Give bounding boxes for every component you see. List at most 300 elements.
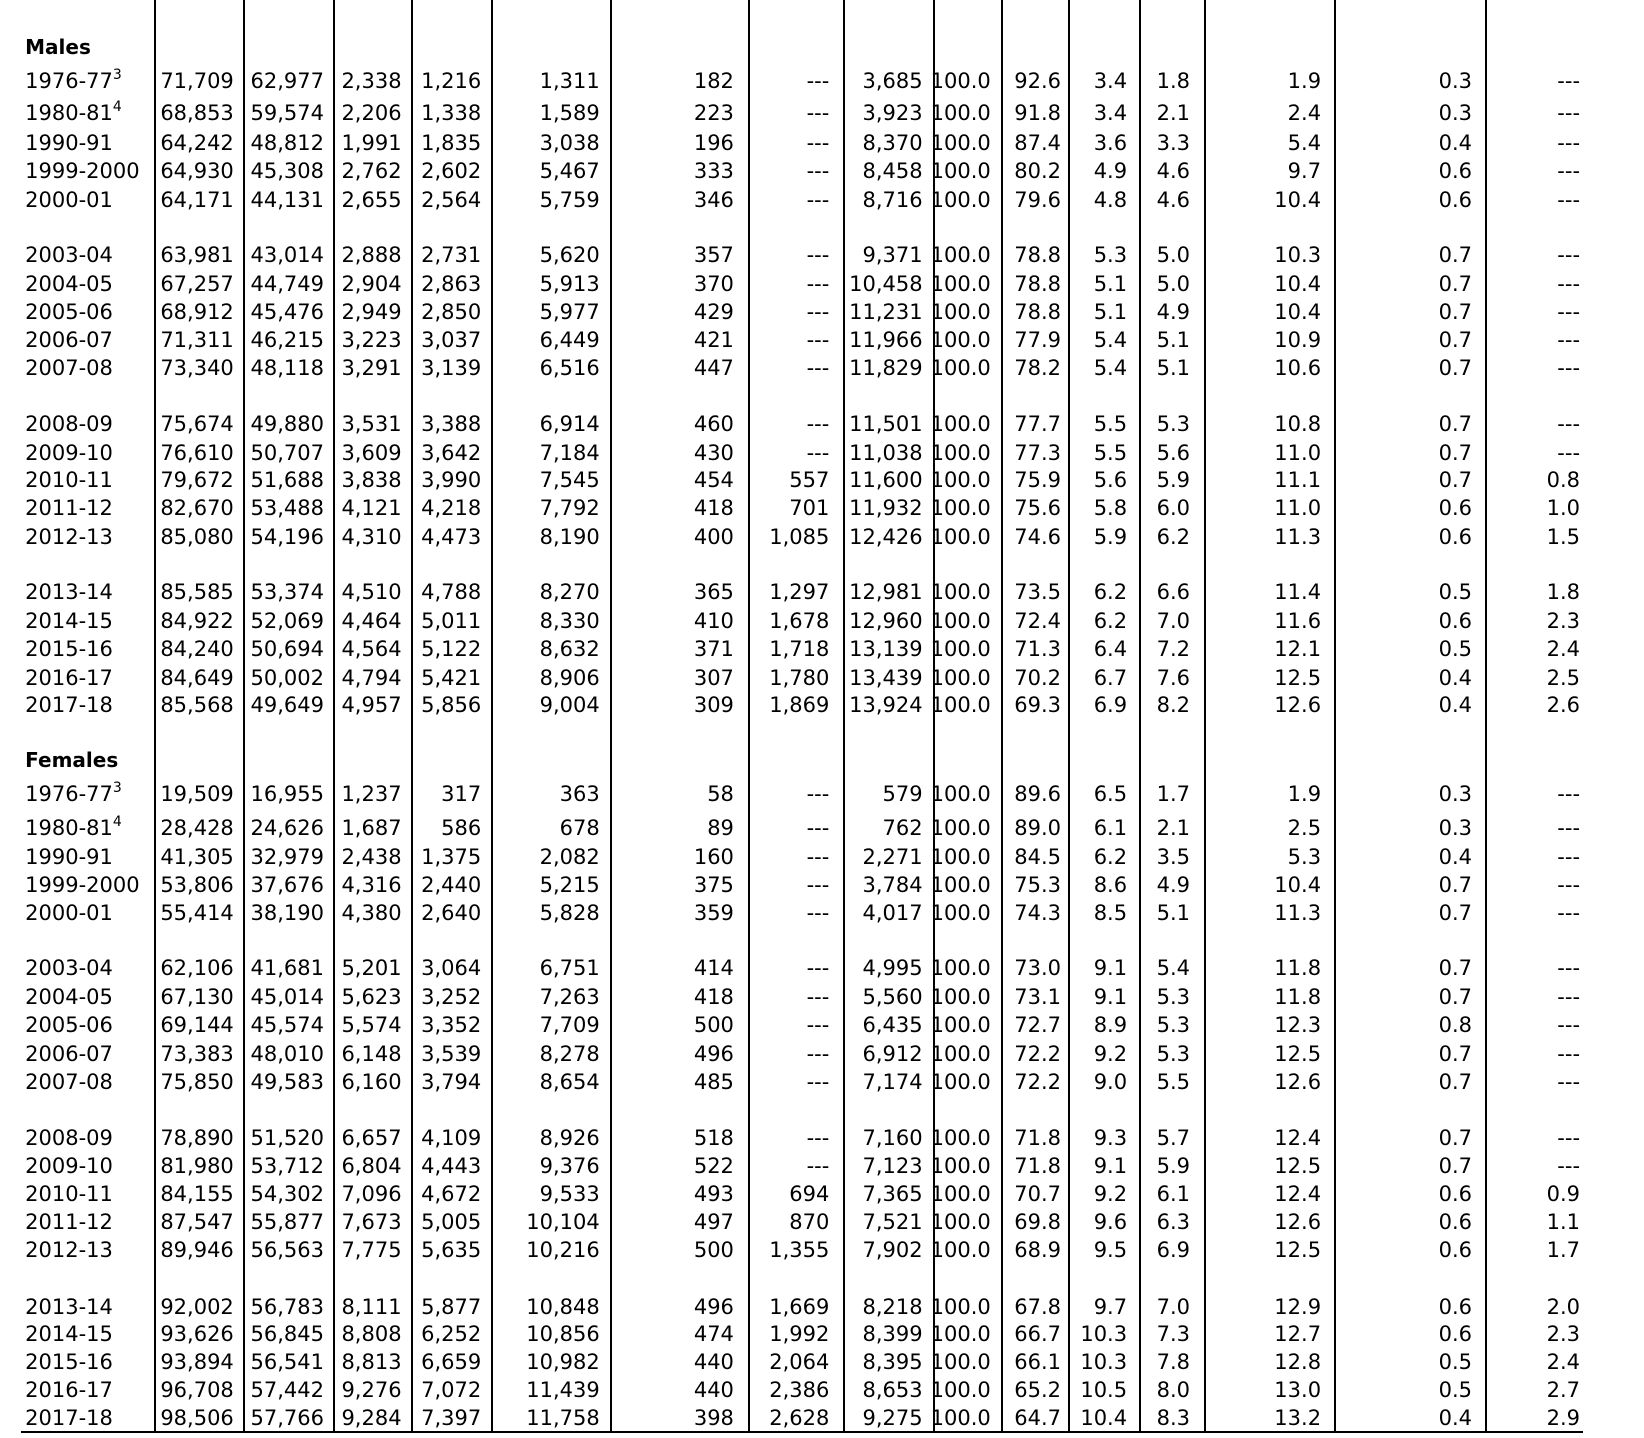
table-cell: --- <box>806 1125 830 1150</box>
table-cell: 100.0 <box>930 412 991 437</box>
table-cell: 701 <box>789 496 830 521</box>
table-cell: 11.4 <box>1274 580 1322 605</box>
table-cell: 2,762 <box>341 159 402 184</box>
table-cell: 6.9 <box>1156 1237 1190 1262</box>
year-text: 2006-07 <box>25 1041 113 1066</box>
table-cell: 0.7 <box>1438 1153 1473 1178</box>
table-cell: 100.0 <box>930 130 991 155</box>
table-cell: --- <box>1557 159 1581 184</box>
table-cell: 5,759 <box>539 187 600 212</box>
table-cell: 2,438 <box>341 845 402 870</box>
year-text: 2008-09 <box>25 1125 113 1150</box>
table-cell: 7,775 <box>341 1237 402 1262</box>
table-cell: --- <box>806 328 830 353</box>
table-cell: 586 <box>441 815 482 840</box>
table-cell: --- <box>806 159 830 184</box>
table-cell: 11,932 <box>849 496 923 521</box>
table-cell: 71,709 <box>160 68 234 93</box>
table-cell: 85,585 <box>160 580 234 605</box>
table-cell: 5.1 <box>1156 355 1190 380</box>
table-cell: 2.5 <box>1546 665 1581 690</box>
table-cell: 8,111 <box>341 1294 402 1319</box>
year-text: 2006-07 <box>25 328 113 353</box>
table-cell: 12.5 <box>1274 1237 1322 1262</box>
table-cell: 8,654 <box>539 1069 600 1094</box>
table-cell: 4,443 <box>421 1153 482 1178</box>
table-cell: 71,311 <box>160 328 234 353</box>
table-cell: 1.1 <box>1546 1209 1581 1234</box>
footnote-marker: 3 <box>112 780 122 797</box>
table-cell: 0.7 <box>1438 468 1473 493</box>
table-cell: 68.9 <box>1014 1237 1062 1262</box>
table-cell: 73,340 <box>160 355 234 380</box>
table-cell: 56,541 <box>250 1350 324 1375</box>
table-cell: 7.2 <box>1156 637 1190 662</box>
table-cell: 4,109 <box>421 1125 482 1150</box>
table-cell: 100.0 <box>930 956 991 981</box>
table-cell: 447 <box>693 355 734 380</box>
table-cell: 11.3 <box>1274 900 1322 925</box>
table-cell: 53,488 <box>250 496 324 521</box>
table-cell: 5.3 <box>1156 412 1190 437</box>
table-cell: 11.0 <box>1274 440 1322 465</box>
table-cell: 75.6 <box>1014 496 1062 521</box>
table-cell: 100.0 <box>930 101 991 126</box>
table-cell: 100.0 <box>930 1153 991 1178</box>
table-cell: 45,014 <box>250 984 324 1009</box>
table-cell: 429 <box>693 299 734 324</box>
table-cell: 84,649 <box>160 665 234 690</box>
table-cell: 421 <box>693 328 734 353</box>
table-cell: --- <box>1557 299 1581 324</box>
table-cell: 0.3 <box>1438 815 1473 840</box>
table-cell: 2,064 <box>769 1350 830 1375</box>
table-cell: 6,435 <box>862 1013 923 1038</box>
table-cell: 89.0 <box>1014 815 1062 840</box>
table-cell: 44,749 <box>250 271 324 296</box>
table-cell: 0.6 <box>1438 159 1473 184</box>
table-cell: 55,414 <box>160 900 234 925</box>
table-cell: 10.3 <box>1080 1322 1128 1346</box>
table-cell: --- <box>806 1069 830 1094</box>
table-cell: 1,678 <box>769 608 830 633</box>
table-cell: 12.7 <box>1274 1322 1322 1346</box>
table-cell: 11,966 <box>849 328 923 353</box>
table-cell: 6.6 <box>1156 580 1190 605</box>
table-cell: 64,930 <box>160 159 234 184</box>
table-cell: 2,888 <box>341 243 402 268</box>
table-cell: 12,426 <box>849 524 923 549</box>
table-cell: 10.4 <box>1274 187 1322 212</box>
table-cell: 0.7 <box>1438 328 1473 353</box>
table-cell: 365 <box>693 580 734 605</box>
table-cell: 6.3 <box>1156 1209 1190 1234</box>
year-text: 2015-16 <box>25 1350 113 1375</box>
table-cell: 0.5 <box>1438 1377 1473 1402</box>
table-cell: 0.5 <box>1438 637 1473 662</box>
table-cell: 45,476 <box>250 299 324 324</box>
year-text: 2013-14 <box>25 1294 113 1319</box>
table-cell: 100.0 <box>930 1237 991 1262</box>
table-cell: 8.6 <box>1093 873 1128 898</box>
table-cell: 11.6 <box>1274 608 1322 633</box>
table-cell: 5,635 <box>421 1237 482 1262</box>
table-cell: 100.0 <box>930 637 991 662</box>
table-cell: 5,560 <box>862 984 923 1009</box>
table-cell: 9.2 <box>1093 1182 1128 1207</box>
table-cell: 7,792 <box>539 496 600 521</box>
table-cell: 8,632 <box>539 637 600 662</box>
table-cell: 67.8 <box>1014 1294 1062 1319</box>
table-cell: 84,240 <box>160 637 234 662</box>
table-cell: 5,977 <box>539 299 600 324</box>
table-cell: 9.3 <box>1093 1125 1128 1150</box>
table-cell: 1.8 <box>1546 580 1581 605</box>
table-cell: --- <box>1557 956 1581 981</box>
table-cell: 4.6 <box>1156 187 1190 212</box>
table-cell: 70.7 <box>1014 1182 1062 1207</box>
table-cell: 56,783 <box>250 1294 324 1319</box>
table-cell: 4,995 <box>862 956 923 981</box>
table-cell: 62,977 <box>250 68 324 93</box>
table-cell: 100.0 <box>930 1377 991 1402</box>
table-cell: 579 <box>882 782 923 807</box>
table-cell: 5.4 <box>1093 355 1128 380</box>
footnote-marker: 4 <box>112 99 122 116</box>
table-cell: 75.3 <box>1014 873 1062 898</box>
table-cell: 2,440 <box>421 873 482 898</box>
table-cell: --- <box>806 900 830 925</box>
table-cell: 89,946 <box>160 1237 234 1262</box>
table-cell: 12,981 <box>849 580 923 605</box>
year-text: 2015-16 <box>25 637 113 662</box>
table-cell: 7,521 <box>862 1209 923 1234</box>
table-cell: 50,002 <box>250 665 324 690</box>
table-cell: 7,123 <box>862 1153 923 1178</box>
table-cell: 0.9 <box>1546 1182 1581 1207</box>
year-text: 2012-13 <box>25 1237 113 1262</box>
table-cell: 5.3 <box>1156 1013 1190 1038</box>
table-cell: 7,902 <box>862 1237 923 1262</box>
table-cell: 357 <box>693 243 734 268</box>
table-cell: 7,397 <box>421 1406 482 1431</box>
table-cell: 4,310 <box>341 524 402 549</box>
table-cell: 100.0 <box>930 1322 991 1346</box>
table-cell: --- <box>1557 328 1581 353</box>
table-cell: 0.7 <box>1438 440 1473 465</box>
table-cell: 0.6 <box>1438 496 1473 521</box>
table-cell: 48,010 <box>250 1041 324 1066</box>
table-cell: 363 <box>559 782 600 807</box>
table-cell: 0.6 <box>1438 1322 1473 1346</box>
table-cell: 12.5 <box>1274 1041 1322 1066</box>
table-cell: 58 <box>707 782 734 807</box>
year-text: 2009-10 <box>25 440 113 465</box>
table-cell: 8,653 <box>862 1377 923 1402</box>
table-cell: 0.4 <box>1438 665 1473 690</box>
table-cell: 0.4 <box>1438 1406 1473 1431</box>
table-cell: 54,196 <box>250 524 324 549</box>
table-cell: 10.9 <box>1274 328 1322 353</box>
table-cell: 49,880 <box>250 412 324 437</box>
table-cell: 13.2 <box>1274 1406 1322 1431</box>
table-cell: 100.0 <box>930 1406 991 1431</box>
table-cell: 7,709 <box>539 1013 600 1038</box>
table-cell: 9.1 <box>1093 984 1128 1009</box>
table-cell: 6,751 <box>539 956 600 981</box>
table-cell: 196 <box>693 130 734 155</box>
table-cell: 7.8 <box>1156 1350 1190 1375</box>
table-cell: 4,672 <box>421 1182 482 1207</box>
table-cell: 48,812 <box>250 130 324 155</box>
table-cell: 11,829 <box>849 355 923 380</box>
table-cell: 49,583 <box>250 1069 324 1094</box>
table-cell: 8,395 <box>862 1350 923 1375</box>
table-cell: 2.0 <box>1546 1294 1581 1319</box>
year-text: 2005-06 <box>25 1013 113 1038</box>
table-cell: --- <box>1557 900 1581 925</box>
table-cell: 69.3 <box>1014 692 1062 717</box>
table-cell: 5,828 <box>539 900 600 925</box>
table-cell: 2.5 <box>1287 815 1322 840</box>
table-cell: 3.4 <box>1093 68 1128 93</box>
table-cell: 3,784 <box>862 873 923 898</box>
table-cell: 93,626 <box>160 1322 234 1346</box>
table-cell: 3,139 <box>421 355 482 380</box>
table-cell: 5.5 <box>1156 1069 1190 1094</box>
table-cell: 3,609 <box>341 440 402 465</box>
section-heading: Females <box>25 748 119 773</box>
table-cell: 1.9 <box>1287 68 1322 93</box>
table-cell: 11,038 <box>849 440 923 465</box>
table-cell: --- <box>806 355 830 380</box>
table-cell: 10.8 <box>1274 412 1322 437</box>
table-cell: 418 <box>693 496 734 521</box>
table-cell: 1.5 <box>1546 524 1581 549</box>
table-cell: 500 <box>693 1237 734 1262</box>
table-cell: --- <box>1557 845 1581 870</box>
table-cell: 9,275 <box>862 1406 923 1431</box>
table-cell: 53,806 <box>160 873 234 898</box>
table-cell: 73,383 <box>160 1041 234 1066</box>
table-cell: 100.0 <box>930 845 991 870</box>
table-cell: 7.0 <box>1156 608 1190 633</box>
table-cell: 6,912 <box>862 1041 923 1066</box>
year-text: 2012-13 <box>25 524 113 549</box>
table-cell: 12.4 <box>1274 1125 1322 1150</box>
table-cell: 5,913 <box>539 271 600 296</box>
table-cell: 79.6 <box>1014 187 1062 212</box>
table-cell: 5.3 <box>1287 845 1322 870</box>
table-cell: 5.5 <box>1093 440 1128 465</box>
table-cell: 100.0 <box>930 782 991 807</box>
table-cell: 0.4 <box>1438 845 1473 870</box>
table-cell: --- <box>806 873 830 898</box>
table-cell: 6,657 <box>341 1125 402 1150</box>
table-cell: 1,991 <box>341 130 402 155</box>
table-cell: --- <box>1557 101 1581 126</box>
table-cell: 414 <box>693 956 734 981</box>
table-cell: 92,002 <box>160 1294 234 1319</box>
table-cell: 12,960 <box>849 608 923 633</box>
table-cell: 100.0 <box>930 68 991 93</box>
table-cell: 5,574 <box>341 1013 402 1038</box>
table-cell: --- <box>1557 355 1581 380</box>
table-cell: 3.4 <box>1093 101 1128 126</box>
table-cell: 0.7 <box>1438 984 1473 1009</box>
year-text: 1990-91 <box>25 845 113 870</box>
table-cell: 5.4 <box>1156 956 1190 981</box>
table-cell: 11,439 <box>526 1377 600 1402</box>
year-text: 2008-09 <box>25 412 113 437</box>
table-cell: 485 <box>693 1069 734 1094</box>
table-cell: 0.8 <box>1546 468 1581 493</box>
table-cell: 474 <box>693 1322 734 1346</box>
year-text: 2011-12 <box>25 496 113 521</box>
table-cell: 87.4 <box>1014 130 1062 155</box>
table-cell: 307 <box>693 665 734 690</box>
table-cell: 0.6 <box>1438 1294 1473 1319</box>
table-cell: --- <box>1557 412 1581 437</box>
table-cell: 6,148 <box>341 1041 402 1066</box>
table-cell: 2.3 <box>1546 608 1581 633</box>
table-cell: 2,949 <box>341 299 402 324</box>
table-cell: 72.4 <box>1014 608 1062 633</box>
table-cell: 5.8 <box>1093 496 1128 521</box>
table-cell: 5.5 <box>1093 412 1128 437</box>
table-cell: 100.0 <box>930 1350 991 1375</box>
table-cell: 9,533 <box>539 1182 600 1207</box>
table-cell: 430 <box>693 440 734 465</box>
table-cell: 5,122 <box>421 637 482 662</box>
table-cell: 52,069 <box>250 608 324 633</box>
year-text: 1980-81 <box>25 815 113 840</box>
table-cell: 7,365 <box>862 1182 923 1207</box>
table-cell: 13.0 <box>1274 1377 1322 1402</box>
table-cell: 9,371 <box>862 243 923 268</box>
table-cell: 9.0 <box>1093 1069 1128 1094</box>
table-cell: 11,501 <box>849 412 923 437</box>
table-cell: 75.9 <box>1014 468 1062 493</box>
table-cell: 4,380 <box>341 900 402 925</box>
table-cell: 493 <box>693 1182 734 1207</box>
table-cell: 182 <box>693 68 734 93</box>
table-cell: 73.0 <box>1014 956 1062 981</box>
table-cell: 2,731 <box>421 243 482 268</box>
year-text: 1976-77 <box>25 68 113 93</box>
table-cell: 77.3 <box>1014 440 1062 465</box>
table-cell: 9,004 <box>539 692 600 717</box>
table-cell: 5.3 <box>1156 984 1190 1009</box>
table-cell: 2,206 <box>341 101 402 126</box>
table-cell: 3,838 <box>341 468 402 493</box>
table-cell: 43,014 <box>250 243 324 268</box>
footnote-marker: 3 <box>112 66 122 83</box>
table-cell: 371 <box>693 637 734 662</box>
table-cell: --- <box>1557 271 1581 296</box>
table-cell: 6,516 <box>539 355 600 380</box>
table-cell: 762 <box>882 815 923 840</box>
table-cell: 0.6 <box>1438 1182 1473 1207</box>
table-cell: 5.3 <box>1093 243 1128 268</box>
table-cell: 0.7 <box>1438 1041 1473 1066</box>
table-cell: 0.8 <box>1438 1013 1473 1038</box>
table-cell: 12.6 <box>1274 692 1322 717</box>
table-cell: 2.4 <box>1287 101 1322 126</box>
table-cell: 100.0 <box>930 1013 991 1038</box>
table-cell: 1,297 <box>769 580 830 605</box>
table-cell: 5.4 <box>1287 130 1322 155</box>
year-text: 1976-77 <box>25 782 113 807</box>
table-cell: 5,623 <box>341 984 402 1009</box>
table-cell: 0.4 <box>1438 130 1473 155</box>
table-cell: 64,171 <box>160 187 234 212</box>
table-cell: 500 <box>693 1013 734 1038</box>
table-cell: 6.1 <box>1093 815 1128 840</box>
table-cell: 497 <box>693 1209 734 1234</box>
table-cell: 100.0 <box>930 873 991 898</box>
table-cell: 6.1 <box>1156 1182 1190 1207</box>
table-cell: 7,174 <box>862 1069 923 1094</box>
table-cell: 67,130 <box>160 984 234 1009</box>
year-text: 2016-17 <box>25 665 113 690</box>
table-cell: 3,252 <box>421 984 482 1009</box>
table-cell: 2,628 <box>769 1406 830 1431</box>
table-cell: 8,370 <box>862 130 923 155</box>
table-cell: 12.5 <box>1274 665 1322 690</box>
table-cell: 2.1 <box>1156 101 1190 126</box>
table-cell: 398 <box>693 1406 734 1431</box>
year-text: 2017-18 <box>25 692 113 717</box>
table-cell: 75,674 <box>160 412 234 437</box>
table-cell: 63,981 <box>160 243 234 268</box>
table-cell: 1,992 <box>769 1322 830 1346</box>
table-cell: 59,574 <box>250 101 324 126</box>
table-cell: 2,338 <box>341 68 402 93</box>
table-cell: 100.0 <box>930 1209 991 1234</box>
table-cell: 440 <box>693 1350 734 1375</box>
table-cell: 2,904 <box>341 271 402 296</box>
table-cell: 11,231 <box>849 299 923 324</box>
table-cell: --- <box>806 101 830 126</box>
table-cell: 11.1 <box>1274 468 1322 493</box>
table-cell: 100.0 <box>930 1125 991 1150</box>
table-cell: 4.8 <box>1093 187 1128 212</box>
table-cell: 5.1 <box>1093 299 1128 324</box>
table-cell: --- <box>806 68 830 93</box>
table-cell: 460 <box>693 412 734 437</box>
table-cell: 12.3 <box>1274 1013 1322 1038</box>
table-cell: 53,712 <box>250 1153 324 1178</box>
table-cell: 7,160 <box>862 1125 923 1150</box>
table-cell: 73.5 <box>1014 580 1062 605</box>
table-cell: 37,676 <box>250 873 324 898</box>
table-cell: --- <box>806 412 830 437</box>
table-cell: 557 <box>789 468 830 493</box>
table-cell: 1,085 <box>769 524 830 549</box>
table-cell: 2,386 <box>769 1377 830 1402</box>
table-cell: 4,510 <box>341 580 402 605</box>
table-cell: --- <box>806 299 830 324</box>
table-cell: 8.9 <box>1093 1013 1128 1038</box>
table-cell: 77.9 <box>1014 328 1062 353</box>
table-cell: 5,215 <box>539 873 600 898</box>
table-cell: 10,104 <box>526 1209 600 1234</box>
table-cell: 3,794 <box>421 1069 482 1094</box>
table-cell: 3,539 <box>421 1041 482 1066</box>
table-cell: 1,780 <box>769 665 830 690</box>
table-cell: 2,564 <box>421 187 482 212</box>
